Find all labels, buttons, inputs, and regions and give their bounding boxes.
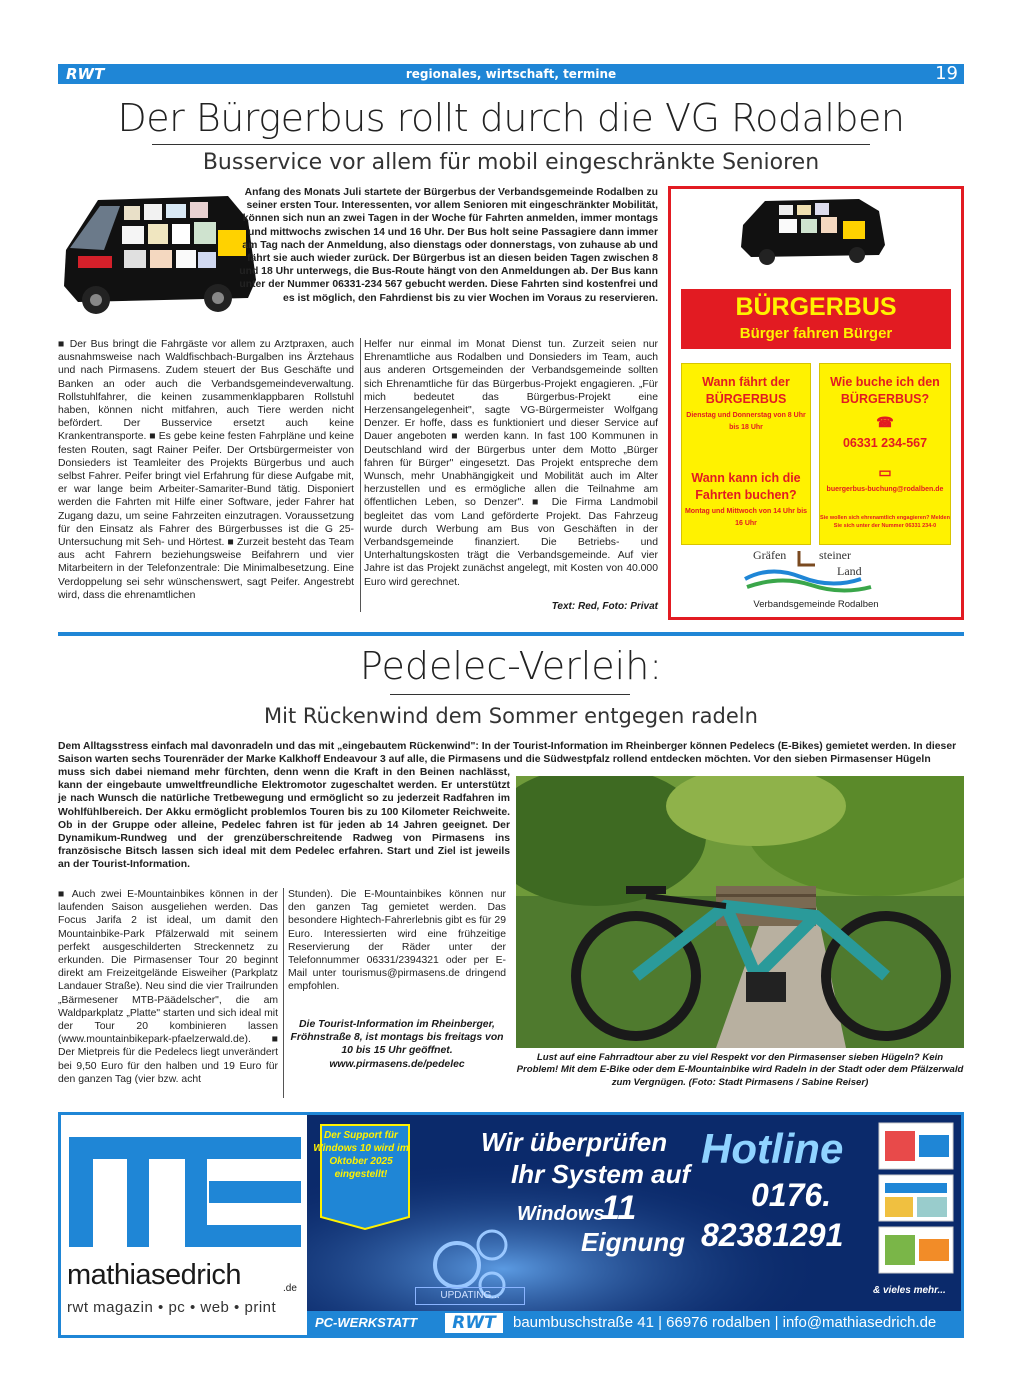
buergerbus-poster bbox=[668, 186, 964, 620]
volunteer-note: Sie wollen sich ehrenamtlich engagieren? Melden Sie sich unter der Nummer 06331 234-0 bbox=[820, 515, 950, 529]
ad-contact-bar bbox=[307, 1311, 961, 1335]
hotline-label: Hotline bbox=[701, 1125, 844, 1172]
article2-subtitle: Mit Rückenwind dem Sommer entgegen radeln bbox=[264, 704, 758, 728]
schedule-heading: Wann fährt der BÜRGERBUS bbox=[702, 375, 790, 406]
section-divider bbox=[58, 632, 964, 636]
svg-text:Land: Land bbox=[837, 564, 862, 578]
booking-email: buergerbus-buchung@rodalben.de bbox=[826, 486, 944, 493]
page-number: 19 bbox=[935, 63, 958, 84]
ad-headline-suitability: Eignung bbox=[581, 1227, 685, 1257]
svg-text:steiner: steiner bbox=[819, 548, 851, 562]
article1-column2: Helfer nur einmal im Monat Dienst tun. Zurzeit seien nur Ehrenamtliche aus Rodalben und Donsieders im Team, auch aus anderen Ortsgemeinden der Verbandsgemeinde sollten sich Ehrenamtliche für das Bürgerbus-Projekt engagieren. „Für mich bedeutet das Bürgerbus-Projekt eine Herzensangelegenheit", sagte VG-Bürgermeister Wolfgang Denzer. Er hoffe, dass es funktioniert und dieser Service auf Dauer angeboten ■ werden kann. In fast 100 Kommunen in Deutschland wird der Bürgerbus unter dem Motto „Bürger fahren für Bürger" eingesetzt. Das Projekt entspreche dem Wunsch, mehr Unabhängigkeit und Mobilität auch im Alter herzustellen und es ermögliche allen die Teilnahme am öffentlichen Leben, so Denzer". ■ Die Firma Landmobil begleitet das vom Land geförderte Projekt. Das Fahrzeug wurde durch Werbung am Bus von Geschäften in der Verbandsgemeinde finanziert. Die Betriebs- und Unterhaltungskosten trägt die Verbandsgemeinde. Auf vier Jahre ist das Projekt zunächst angelegt, mit Kosten von 40.000 Euro wird gerechnet. bbox=[364, 339, 658, 588]
ad-brand-tld: .de bbox=[283, 1283, 297, 1294]
article2-title: Pedelec-Verleih: bbox=[359, 644, 663, 688]
article2-column1: ■ Auch zwei E-Mountainbikes können in der laufenden Saison ausgeliehen werden. Das Focus Jarifa 2 ist ideal, um damit den Mountainbike-Park Pfälzerwald mit seinem perfekt ausgeschilderten Streckennetz zu erkunden. Die Pirmasenser Tour 20 beginnt direkt am Freizeitgelände Eisweiher (Parkplatz Landauer Straße). Neu sind die vier Trailrunden „Bärmesener MTB-Päädelscher", die am Waldparkplatz „Platte" starten und sich ideal mit der Tour 20 kombinieren lassen (www.mountainbikepark-pfaelzerwald.de). ■ Der Mietpreis für die Pedelecs liegt unverändert bei 9,50 Euro für den halben und 19 Euro für den ganzen Tag (vier bzw. acht bbox=[58, 889, 278, 1085]
poster-banner bbox=[681, 289, 951, 349]
ad-brand-name: mathiasedrich bbox=[67, 1259, 242, 1291]
title-rule bbox=[152, 144, 870, 145]
booking-times: Montag und Mittwoch von 14 Uhr bis 16 Uhr bbox=[684, 508, 808, 527]
advertisement bbox=[58, 1112, 964, 1338]
poster-subtitle: Bürger fahren Bürger bbox=[739, 325, 893, 342]
hotline-number: 82381291 bbox=[701, 1217, 844, 1253]
booking-heading: Wie buche ich den BÜRGERBUS? bbox=[830, 375, 940, 406]
article2-column2: Stunden). Die E-Mountainbikes können nur den ganzen Tag gemietet werden. Das besondere Hightech-Fahrerlebnis gibt es für 29 Euro. Interessierten wird eine frühzeitige Reservierung der Räder unter der Telefonnummer 06331/2394321 oder per E-Mail unter tourismus@pirmasens.de dringend empfohlen. bbox=[288, 889, 506, 993]
ad-promo-panel bbox=[307, 1115, 961, 1335]
service-thumbnails bbox=[875, 1121, 957, 1291]
svg-text:Gräfen: Gräfen bbox=[753, 548, 787, 562]
support-text: Der Support für Windows 10 wird im Oktober 2025 eingestellt! bbox=[313, 1130, 409, 1180]
ad-headline-line2: Ihr System auf bbox=[511, 1159, 691, 1189]
computer-icon: ▭ bbox=[878, 464, 892, 480]
page-header bbox=[58, 64, 964, 84]
article1-credit: Text: Red, Foto: Privat bbox=[551, 601, 658, 612]
poster-booking-box bbox=[819, 363, 951, 545]
schedule-times: Dienstag und Donnerstag von 8 Uhr bis 18 Uhr bbox=[686, 412, 806, 431]
ad-address: baumbuschstraße 41 | 66976 rodalben | info@mathiasedrich.de bbox=[513, 1314, 937, 1331]
hotline-number-prefix: 0176. bbox=[751, 1177, 832, 1213]
ad-headline-windows: Windows bbox=[517, 1203, 605, 1225]
article1-subtitle: Busservice vor allem für mobil eingeschränkte Senioren bbox=[202, 150, 820, 175]
header-rubric: regionales, wirtschaft, termine bbox=[405, 67, 617, 81]
ad-tagline: rwt magazin • pc • web • print bbox=[67, 1299, 277, 1316]
rwt-logo: RWT bbox=[445, 1313, 503, 1333]
poster-bus-photo bbox=[739, 195, 889, 265]
ebike-photo bbox=[516, 776, 964, 1048]
poster-schedule-box bbox=[681, 363, 811, 545]
tourist-info-callout: Die Tourist-Information im Rheinberger, Fröhnstraße 8, ist montags bis freitags von 10 bis 15 Uhr geöffnet. www.pirmasens.de/pedelec bbox=[290, 1019, 504, 1070]
poster-vg-name: Verbandsgemeinde Rodalben bbox=[753, 599, 879, 610]
article2-lead: Dem Alltagsstress einfach mal davonradeln und das mit „eingebautem Rückenwind": In der Tourist-Information im Rheinberger können Pedelecs (E-Bikes) gemietet werden. In dieser Saison warten sechs Tourenräder der Marke Kalkhoff Endeavour 3 auf alle, die Pirmasens und die Südwestpfalz rollend entdecken möchten. Vor den sieben Pirmasenser Hügeln bbox=[58, 741, 957, 766]
article1-column1: ■ Der Bus bringt die Fahrgäste vor allem zu Arztpraxen, auch ausnahmsweise nach Waldfischbach-Burgalben ins Ärztehaus und nach Pirmasens. Zudem steuert der Bus Geschäfte und Banken an oder auch die Verbandsgemeindeverwaltung. Rollstuhlfahrer, die keinen zusammenklappbaren Rollstuhl haben, können nicht mitfahren, auch Tiere werden nicht befördert. Der Busservice ersetzt auch keine Krankentransporte. ■ Es gebe keine festen Fahrpläne und keine festen Routen, sagt Rainer Peifer. Der Ortsbürgermeister von Donsieders ist Teamleiter des Projekts Bürgerbus und auch selbst Fahrer. Peifer bringt viel Erfahrung für diese Aufgabe mit, er war lange beim Arbeiter-Samariter-Bund tätig. Disponiert werden die Fahrten mit Hilfe einer Software, jeder Fahrer hat Zugang dazu, um seine Fahrzeiten einzutragen. Voraussetzung für den Einsatz als Fahrer des Bürgerbusses ist die G 25-Untersuchung mit Seh- und Hörtest. ■ Zurzeit besteht das Team aus acht Fahrern beziehungsweise Beifahrern und vier Mitarbeitern in der Telefonzentrale: Die Minimalbesetzung. Eine Verdoppelung sei sehr wünschenswert, sagt Peifer. Angestrebt wird, dass die ehrenamtlichen bbox=[58, 339, 354, 601]
me-logo-icon bbox=[69, 1137, 301, 1247]
ad-headline-line1: Wir überprüfen bbox=[481, 1127, 668, 1157]
article1-lead: Anfang des Monats Juli startete der Bürgerbus der Verbandsgemeinde Rodalben zu seiner ersten Tour. Interessenten, vor allem Senioren mit eingeschränkter Mobilität, können sich nun an zwei Tagen in der Woche für Fahrten anmelden, immer montags und mittwochs zwischen 14 und 16 Uhr. Der Bus holt seine Passagiere dann immer am Tag nach der Anmeldung, also dienstags oder donnerstags, von zuhause ab und fährt sie auch wieder zurück. Der Bürgerbus ist an diesen beiden Tagen zwischen 8 und 18 Uhr unterwegs, die Bus-Route hängt von den Anmeldungen ab. Der Bus kann unter der Nummer 06331-234 567 gebucht werden. Diese Fahrten sind kostenfrei und es ist möglich, den Fahrdienst bis zu vier Wochen im Voraus zu reservieren. bbox=[239, 187, 658, 304]
ad-brand-panel bbox=[61, 1115, 307, 1335]
booking-phone: 06331 234-567 bbox=[842, 436, 928, 450]
column-divider bbox=[283, 888, 284, 1098]
column-divider bbox=[360, 338, 361, 612]
photo-caption: Lust auf eine Fahrradtour aber zu viel Respekt vor den Pirmasenser sieben Hügeln? Kein Problem! Mit dem E-Bike oder dem E-Mountainbike wird Radeln in der Stadt oder dem Pfälzerwald zum Vergnügen. (Foto: Stadt Pirmasens / Sabine Reiser) bbox=[516, 1052, 964, 1088]
article2-lead-continued: muss sich dabei niemand mehr fürchten, denn wenn die Kraft in den Beinen nachlässt, kann der eingebaute umweltfreundliche Elektromotor zugeschaltet werden. Er unterstützt je nach Wunsch die natürliche Tretbewegung und ermöglicht so zu jederzeit Radfahren im Wohlfühlbereich. Der Akku ermöglicht problemlos Touren bis zu 100 Kilometer Reichweite. Ob in der Gruppe oder alleine, Pedelec fahren ist für jeden ab 14 Jahren geeignet. Der Dynamikum-Rundweg und der grenzüberschreitende Radweg von Pirmasens ins französische Bitsch lassen sich ideal mit dem Pedelec erfahren. Start und Ziel ist jeweils an der Tourist-Information. bbox=[58, 767, 510, 871]
ad-more-label: & vieles mehr... bbox=[873, 1285, 946, 1296]
booking-times-heading: Wann kann ich die Fahrten buchen? bbox=[691, 471, 801, 502]
phone-icon: ☎ bbox=[876, 414, 894, 430]
ad-headline-version: 11 bbox=[601, 1189, 637, 1227]
header-logo: RWT bbox=[66, 65, 105, 83]
graefensteiner-land-logo bbox=[741, 545, 891, 595]
poster-title: BÜRGERBUS bbox=[735, 293, 897, 321]
bus-photo bbox=[58, 190, 262, 322]
updating-label: UPDATING... bbox=[415, 1287, 525, 1305]
title-rule bbox=[390, 694, 630, 695]
pc-werkstatt-logo: PC-WERKSTATT bbox=[315, 1315, 418, 1330]
article1-title: Der Bürgerbus rollt durch die VG Rodalben bbox=[117, 96, 905, 140]
